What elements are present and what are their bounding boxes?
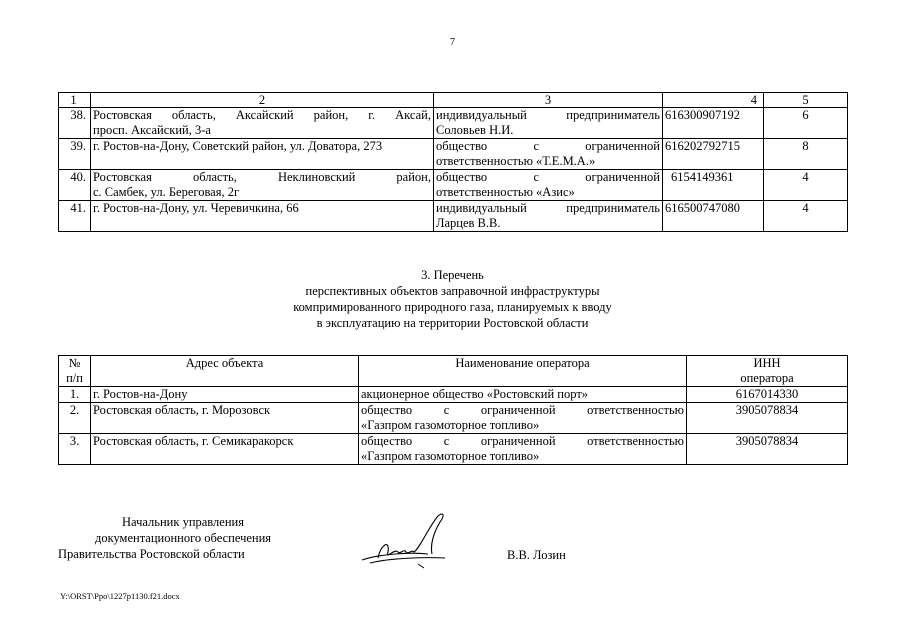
row-number: 1. — [59, 387, 91, 403]
signatory-title-line: Начальник управления — [122, 515, 244, 529]
row-number: 41. — [59, 201, 91, 232]
operator-inn: 3905078834 — [687, 403, 848, 434]
table-row — [59, 108, 848, 139]
operator-inn: 6154149361 — [663, 170, 764, 201]
operator-line: индивидуальный предприниматель — [436, 201, 660, 215]
count-value: 6 — [764, 108, 848, 139]
signatory-title-line: Правительства Ростовской области — [58, 547, 245, 561]
signatory-name: В.В. Лозин — [507, 548, 566, 562]
count-value: 4 — [764, 170, 848, 201]
column-number-5: 5 — [764, 93, 848, 108]
operator-line: Ларцев В.В. — [436, 216, 501, 230]
operator-line: ответственностью «Азис» — [436, 185, 575, 199]
operator-line: «Газпром газомоторное топливо» — [361, 418, 540, 432]
section-3-heading — [0, 267, 905, 331]
operator-inn: 3905078834 — [687, 434, 848, 465]
object-address — [91, 170, 434, 201]
address-line: Ростовская область, Аксайский район, г. Аксай, — [93, 108, 431, 122]
section-subtitle-line: в эксплуатацию на территории Ростовской области — [316, 316, 589, 330]
header-inn-label: ИНН — [753, 356, 781, 370]
address-line: г. Ростов-на-Дону, ул. Черевичкина, 66 — [93, 201, 299, 215]
section-title: 3. Перечень — [421, 268, 484, 282]
row-number: 3. — [59, 434, 91, 465]
address-line: с. Самбек, ул. Береговая, 2г — [93, 185, 240, 199]
operator-line: общество с ограниченной — [436, 170, 660, 184]
signatory-title-line: документационного обеспечения — [94, 531, 272, 545]
table-row — [59, 403, 848, 434]
operator-line: общество с ограниченной ответственностью — [361, 434, 684, 448]
operator-line: Соловьев Н.И. — [436, 123, 514, 137]
table-row — [59, 170, 848, 201]
header-number-label: № — [68, 356, 81, 370]
operator-line: ответственностью «Т.Е.М.А.» — [436, 154, 596, 168]
file-path: Y:\ORST\Ppo\1227p1130.f21.docx — [60, 591, 180, 601]
objects-table-continued — [58, 92, 848, 232]
column-number-3: 3 — [434, 93, 663, 108]
table-row — [59, 434, 848, 465]
row-number: 2. — [59, 403, 91, 434]
operator-line: общество с ограниченной — [436, 139, 660, 153]
object-address: Ростовская область, г. Морозовск — [91, 403, 359, 434]
header-address: Адрес объекта — [91, 356, 359, 387]
address-line: г. Ростов-на-Дону, Советский район, ул. Доватора, 273 — [93, 139, 383, 153]
column-number-1: 1 — [59, 93, 91, 108]
column-number-4: 4 — [663, 93, 764, 108]
operator-name — [359, 403, 687, 434]
operator-name — [434, 170, 663, 201]
column-number-2: 2 — [91, 93, 434, 108]
cng-objects-table — [58, 355, 848, 465]
section-subtitle-line: компримированного природного газа, планируемых к вводу — [293, 300, 612, 314]
object-address — [91, 139, 434, 170]
operator-name — [434, 201, 663, 232]
handwritten-signature — [350, 508, 470, 574]
operator-inn: 616500747080 — [663, 201, 764, 232]
operator-name — [434, 139, 663, 170]
header-inn — [687, 356, 848, 387]
address-line: Ростовская область, Неклиновский район, — [93, 170, 431, 184]
operator-inn: 616202792715 — [663, 139, 764, 170]
row-number: 40. — [59, 170, 91, 201]
header-number-sublabel: п/п — [66, 371, 83, 385]
table-row — [59, 201, 848, 232]
page-number: 7 — [450, 37, 455, 48]
object-address — [91, 201, 434, 232]
row-number: 38. — [59, 108, 91, 139]
address-line: просп. Аксайский, 3-а — [93, 123, 211, 137]
operator-name — [434, 108, 663, 139]
operator-name — [359, 434, 687, 465]
object-address: г. Ростов-на-Дону — [91, 387, 359, 403]
row-number: 39. — [59, 139, 91, 170]
count-value: 8 — [764, 139, 848, 170]
header-number — [59, 356, 91, 387]
section-subtitle-line: перспективных объектов заправочной инфраструктуры — [305, 284, 600, 298]
operator-line: индивидуальный предприниматель — [436, 108, 660, 122]
operator-inn: 6167014330 — [687, 387, 848, 403]
object-address: Ростовская область, г. Семикаракорск — [91, 434, 359, 465]
header-operator: Наименование оператора — [359, 356, 687, 387]
header-inn-sublabel: оператора — [740, 371, 794, 385]
table-row — [59, 139, 848, 170]
table-header-row — [59, 356, 848, 387]
object-address — [91, 108, 434, 139]
operator-name: акционерное общество «Ростовский порт» — [359, 387, 687, 403]
table-header-row — [59, 93, 848, 108]
operator-inn: 616300907192 — [663, 108, 764, 139]
operator-line: «Газпром газомоторное топливо» — [361, 449, 540, 463]
operator-line: общество с ограниченной ответственностью — [361, 403, 684, 417]
signatory-title — [58, 514, 308, 562]
count-value: 4 — [764, 201, 848, 232]
table-row — [59, 387, 848, 403]
